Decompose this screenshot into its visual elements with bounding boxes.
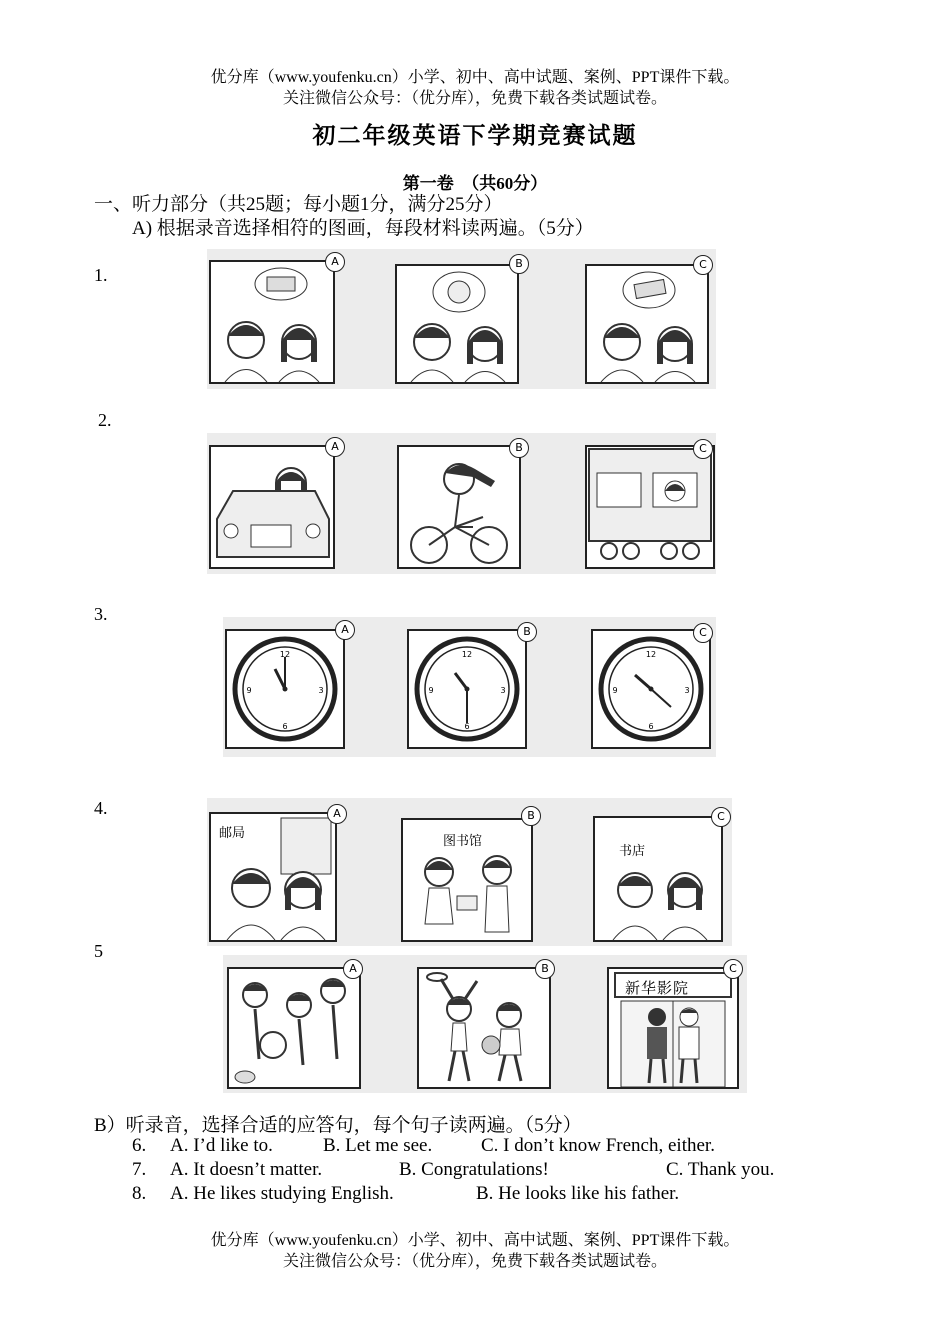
section-heading: 一、听力部分（共25题；每小题1分，满分25分） <box>94 194 503 215</box>
question-number-1: 1. <box>94 265 108 285</box>
part-b-instruction: B）听录音，选择合适的应答句，每个句子读两遍。（5分） <box>94 1115 582 1136</box>
option-b-panel <box>407 629 527 749</box>
option-c-badge: C <box>723 959 743 979</box>
option-a-panel <box>209 445 335 569</box>
option-a-panel <box>209 260 335 384</box>
svg-text:9: 9 <box>612 686 618 695</box>
option-b-panel <box>417 967 551 1089</box>
option-a-badge: A <box>325 252 345 272</box>
option-a-panel <box>225 629 345 749</box>
question-3-image <box>223 617 716 757</box>
option-b-badge: B <box>509 438 529 458</box>
header-line-2: 关注微信公众号：（优分库），免费下载各类试题试卷。 <box>282 90 667 107</box>
option-c-badge: C <box>693 255 713 275</box>
option-c-badge: C <box>693 439 713 459</box>
svg-text:12: 12 <box>279 650 291 659</box>
question-number-3: 3. <box>94 604 108 624</box>
option-b-badge: B <box>521 806 541 826</box>
question-number-4: 4. <box>94 798 108 818</box>
svg-text:9: 9 <box>246 686 252 695</box>
question-6-number: 6. <box>132 1135 147 1156</box>
question-6-option-a: A. I’d like to. <box>170 1135 273 1156</box>
bookstore-sign: 书店 <box>619 844 646 859</box>
page-title: 初二年级英语下学期竞赛试题 <box>312 123 638 148</box>
option-a-panel <box>227 967 361 1089</box>
question-number-5: 5 <box>94 941 103 961</box>
footer-line-2: 关注微信公众号：（优分库），免费下载各类试题试卷。 <box>282 1253 667 1270</box>
volume-heading: 第一卷 （共60分） <box>402 174 548 193</box>
option-b-panel <box>395 264 519 384</box>
question-7-option-a: A. It doesn’t matter. <box>170 1159 323 1180</box>
question-6-option-c: C. I don’t know French, either. <box>481 1135 715 1156</box>
svg-text:12: 12 <box>461 650 473 659</box>
option-a-badge: A <box>325 437 345 457</box>
svg-text:3: 3 <box>684 686 690 695</box>
option-c-panel <box>593 816 723 942</box>
question-4-image <box>207 798 732 946</box>
question-5-image <box>223 955 747 1093</box>
question-7-number: 7. <box>132 1159 147 1180</box>
option-c-panel <box>585 264 709 384</box>
option-c-badge: C <box>711 807 731 827</box>
option-b-panel <box>397 445 521 569</box>
library-sign: 图书馆 <box>443 834 483 849</box>
footer-line-1: 优分库（www.youfenku.cn）小学、初中、高中试题、案例、PPT课件下载。 <box>210 1232 740 1249</box>
question-8-number: 8. <box>132 1183 147 1204</box>
option-a-badge: A <box>343 959 363 979</box>
svg-text:12: 12 <box>645 650 657 659</box>
option-a-badge: A <box>335 620 355 640</box>
option-c-badge: C <box>693 623 713 643</box>
question-1-image <box>207 249 716 389</box>
option-b-badge: B <box>517 622 537 642</box>
question-number-2: 2. <box>98 410 112 430</box>
option-c-panel <box>585 445 715 569</box>
option-b-badge: B <box>535 959 555 979</box>
question-7-option-b: B. Congratulations! <box>399 1159 549 1180</box>
option-b-panel <box>401 818 533 942</box>
option-b-badge: B <box>509 254 529 274</box>
part-a-instruction: A) 根据录音选择相符的图画，每段材料读两遍。（5分） <box>132 218 594 239</box>
option-a-panel <box>209 812 337 942</box>
option-c-panel <box>607 967 739 1089</box>
svg-text:3: 3 <box>500 686 506 695</box>
cinema-sign: 新华影院 <box>625 979 690 997</box>
question-8-option-b: B. He looks like his father. <box>476 1183 680 1204</box>
question-7-option-c: C. Thank you. <box>666 1159 775 1180</box>
svg-text:6: 6 <box>648 722 654 731</box>
option-c-panel <box>591 629 711 749</box>
svg-text:6: 6 <box>464 722 470 731</box>
question-8-option-a: A. He likes studying English. <box>170 1183 394 1204</box>
svg-text:9: 9 <box>428 686 434 695</box>
post-office-sign: 邮局 <box>219 826 246 841</box>
header-line-1: 优分库（www.youfenku.cn）小学、初中、高中试题、案例、PPT课件下载。 <box>210 69 740 86</box>
question-2-image <box>207 433 716 574</box>
question-6-option-b: B. Let me see. <box>323 1135 433 1156</box>
svg-text:3: 3 <box>318 686 324 695</box>
option-a-badge: A <box>327 804 347 824</box>
svg-text:6: 6 <box>282 722 288 731</box>
